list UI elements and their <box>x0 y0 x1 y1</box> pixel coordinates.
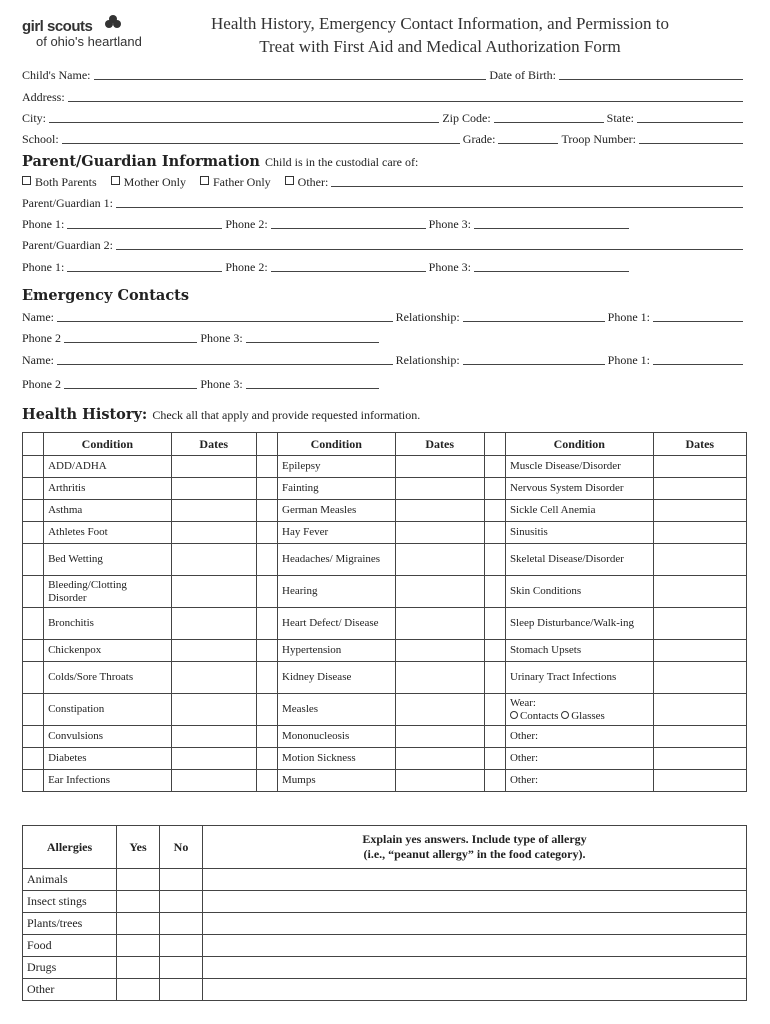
allergy-yes-cell[interactable] <box>117 891 160 913</box>
g1-phone3-field[interactable] <box>474 227 629 229</box>
allergy-explain-cell[interactable] <box>203 869 747 891</box>
city-field[interactable] <box>49 121 439 123</box>
guardian1-phones: Phone 1: Phone 2: Phone 3: <box>22 217 632 232</box>
dates-cell[interactable] <box>395 726 484 748</box>
condition-cell: Urinary Tract Infections <box>505 662 653 694</box>
condition-cell: Epilepsy <box>278 456 395 478</box>
dates-cell[interactable] <box>653 662 746 694</box>
grade-field[interactable] <box>498 142 558 144</box>
condition-checkbox[interactable] <box>484 748 505 770</box>
condition-checkbox[interactable] <box>23 544 44 576</box>
address-field[interactable] <box>68 100 743 102</box>
allergy-yes-cell[interactable] <box>117 935 160 957</box>
emergency1-phones: Phone 2 Phone 3: <box>22 331 382 346</box>
table-row <box>23 726 747 748</box>
condition-checkbox[interactable] <box>23 456 44 478</box>
table-row <box>23 770 747 792</box>
e1-relationship-field[interactable] <box>463 320 605 322</box>
condition-cell: Sleep Disturbance/Walk-ing <box>505 608 653 640</box>
troop-field[interactable] <box>639 142 743 144</box>
custody-both[interactable]: Both Parents <box>22 175 97 190</box>
e2-relationship-field[interactable] <box>463 363 605 365</box>
allergy-yes-cell[interactable] <box>117 869 160 891</box>
condition-checkbox[interactable] <box>256 770 277 792</box>
condition-checkbox[interactable] <box>484 522 505 544</box>
city-row: City: Zip Code: State: <box>22 111 746 126</box>
condition-checkbox[interactable] <box>256 544 277 576</box>
dates-cell[interactable] <box>171 478 256 500</box>
condition-checkbox[interactable] <box>23 770 44 792</box>
allergy-explain-cell[interactable] <box>203 891 747 913</box>
table-row <box>23 662 747 694</box>
allergy-explain-cell[interactable] <box>203 979 747 1001</box>
g1-phone1-field[interactable] <box>67 227 222 229</box>
guardian2-phones: Phone 1: Phone 2: Phone 3: <box>22 260 632 275</box>
table-row <box>23 979 747 1001</box>
contacts-option[interactable]: Contacts <box>510 710 559 722</box>
allergy-explain-cell[interactable] <box>203 913 747 935</box>
dob-field[interactable] <box>559 78 743 80</box>
table-row <box>23 522 747 544</box>
checkbox-icon[interactable] <box>285 176 294 185</box>
health-heading: Health History: Check all that apply and provide requested information. <box>22 406 421 423</box>
dates-cell[interactable] <box>171 770 256 792</box>
dates-cell[interactable] <box>171 456 256 478</box>
table-row <box>23 608 747 640</box>
e2-name-field[interactable] <box>57 363 393 365</box>
condition-cell: Other: <box>505 748 653 770</box>
allergy-label: Animals <box>23 869 117 891</box>
condition-checkbox[interactable] <box>484 478 505 500</box>
e1-phone3-field[interactable] <box>246 341 379 343</box>
condition-cell: Bronchitis <box>44 608 172 640</box>
school-row: School: Grade: Troop Number: <box>22 132 746 147</box>
logo-line1: girl scouts <box>22 18 93 35</box>
condition-cell: Other: <box>505 726 653 748</box>
guardian1-row: Parent/Guardian 1: <box>22 196 746 211</box>
condition-cell: Fainting <box>278 478 395 500</box>
condition-checkbox[interactable] <box>484 576 505 608</box>
condition-checkbox[interactable] <box>23 500 44 522</box>
table-row <box>23 640 747 662</box>
allergy-no-cell[interactable] <box>160 891 203 913</box>
allergy-yes-cell[interactable] <box>117 957 160 979</box>
child-name-row: Child's Name: Date of Birth: <box>22 68 746 83</box>
dates-cell[interactable] <box>171 694 256 726</box>
dates-cell[interactable] <box>171 640 256 662</box>
condition-checkbox[interactable] <box>484 500 505 522</box>
condition-cell: Other: <box>505 770 653 792</box>
allergy-yes-cell[interactable] <box>117 979 160 1001</box>
condition-checkbox[interactable] <box>256 640 277 662</box>
condition-cell: Mononucleosis <box>278 726 395 748</box>
checkbox-icon[interactable] <box>200 176 209 185</box>
allergy-label: Food <box>23 935 117 957</box>
table-row <box>23 576 747 608</box>
condition-checkbox[interactable] <box>23 748 44 770</box>
condition-cell: Hypertension <box>278 640 395 662</box>
condition-cell: Heart Defect/ Disease <box>278 608 395 640</box>
condition-cell: Kidney Disease <box>278 662 395 694</box>
condition-cell: Diabetes <box>44 748 172 770</box>
allergy-label: Drugs <box>23 957 117 979</box>
dates-cell[interactable] <box>653 500 746 522</box>
condition-cell: Sinusitis <box>505 522 653 544</box>
table-row <box>23 891 747 913</box>
table-row <box>23 694 747 726</box>
condition-checkbox[interactable] <box>23 608 44 640</box>
table-row <box>23 869 747 891</box>
condition-cell: Athletes Foot <box>44 522 172 544</box>
e1-name-field[interactable] <box>57 320 393 322</box>
condition-checkbox[interactable] <box>23 694 44 726</box>
dates-cell[interactable] <box>653 748 746 770</box>
condition-cell: Skin Conditions <box>505 576 653 608</box>
dates-cell[interactable] <box>171 576 256 608</box>
emergency2-phones: Phone 2 Phone 3: <box>22 377 382 392</box>
dates-cell[interactable] <box>395 478 484 500</box>
allergy-no-cell[interactable] <box>160 979 203 1001</box>
condition-cell: Mumps <box>278 770 395 792</box>
school-field[interactable] <box>62 142 460 144</box>
allergy-label: Plants/trees <box>23 913 117 935</box>
condition-checkbox[interactable] <box>484 544 505 576</box>
dates-cell[interactable] <box>395 640 484 662</box>
dates-cell[interactable] <box>653 608 746 640</box>
custody-father[interactable]: Father Only <box>200 175 271 190</box>
condition-checkbox[interactable] <box>484 770 505 792</box>
dates-cell[interactable] <box>395 748 484 770</box>
condition-cell: Bleeding/Clotting Disorder <box>44 576 172 608</box>
custody-other-field[interactable] <box>331 185 743 187</box>
allergy-no-cell[interactable] <box>160 957 203 979</box>
radio-icon[interactable] <box>510 711 518 719</box>
g2-phone2-field[interactable] <box>271 270 426 272</box>
table-row <box>23 544 747 576</box>
emergency-heading: Emergency Contacts <box>22 287 190 304</box>
parent-heading: Parent/Guardian Information Child is in the custodial care of: <box>22 153 419 170</box>
dates-cell[interactable] <box>653 544 746 576</box>
guardian1-field[interactable] <box>116 206 743 208</box>
allergy-no-cell[interactable] <box>160 869 203 891</box>
emergency1-row: Name: Relationship: Phone 1: <box>22 310 746 325</box>
child-name-field[interactable] <box>94 78 487 80</box>
dates-cell[interactable] <box>395 608 484 640</box>
condition-checkbox[interactable] <box>256 576 277 608</box>
dates-cell[interactable] <box>171 522 256 544</box>
custody-other[interactable]: Other: <box>285 175 329 190</box>
condition-cell: ADD/ADHA <box>44 456 172 478</box>
dates-cell[interactable] <box>171 500 256 522</box>
condition-cell: Asthma <box>44 500 172 522</box>
dates-cell[interactable] <box>653 726 746 748</box>
condition-cell: Wear: Contacts Glasses <box>505 694 653 726</box>
trefoil-icon <box>104 14 122 32</box>
condition-cell: Hay Fever <box>278 522 395 544</box>
dates-cell[interactable] <box>395 694 484 726</box>
condition-checkbox[interactable] <box>484 694 505 726</box>
g2-phone3-field[interactable] <box>474 270 629 272</box>
condition-checkbox[interactable] <box>256 608 277 640</box>
checkbox-icon[interactable] <box>22 176 31 185</box>
address-row: Address: <box>22 90 746 105</box>
condition-cell: German Measles <box>278 500 395 522</box>
condition-checkbox[interactable] <box>256 748 277 770</box>
condition-cell: Measles <box>278 694 395 726</box>
condition-cell: Hearing <box>278 576 395 608</box>
dates-cell[interactable] <box>171 544 256 576</box>
condition-checkbox[interactable] <box>256 694 277 726</box>
condition-checkbox[interactable] <box>484 662 505 694</box>
state-field[interactable] <box>637 121 743 123</box>
dates-cell[interactable] <box>395 500 484 522</box>
dates-cell[interactable] <box>653 694 746 726</box>
allergy-yes-cell[interactable] <box>117 913 160 935</box>
dates-cell[interactable] <box>653 456 746 478</box>
table-row <box>23 456 747 478</box>
condition-cell: Nervous System Disorder <box>505 478 653 500</box>
condition-cell: Colds/Sore Throats <box>44 662 172 694</box>
condition-cell: Stomach Upsets <box>505 640 653 662</box>
g2-phone1-field[interactable] <box>67 270 222 272</box>
guardian2-row: Parent/Guardian 2: <box>22 238 746 253</box>
dates-cell[interactable] <box>395 770 484 792</box>
table-row <box>23 748 747 770</box>
condition-checkbox[interactable] <box>23 662 44 694</box>
condition-checkbox[interactable] <box>256 662 277 694</box>
dates-cell[interactable] <box>171 748 256 770</box>
dates-cell[interactable] <box>395 544 484 576</box>
dates-cell[interactable] <box>395 456 484 478</box>
table-row <box>23 957 747 979</box>
dates-cell[interactable] <box>395 662 484 694</box>
condition-cell: Skeletal Disease/Disorder <box>505 544 653 576</box>
logo-line2: of ohio's heartland <box>36 34 142 49</box>
dates-cell[interactable] <box>653 770 746 792</box>
emergency2-row: Name: Relationship: Phone 1: <box>22 353 746 368</box>
condition-cell: Constipation <box>44 694 172 726</box>
zip-field[interactable] <box>494 121 604 123</box>
condition-checkbox[interactable] <box>484 608 505 640</box>
table-row <box>23 935 747 957</box>
allergy-explain-cell[interactable] <box>203 957 747 979</box>
glasses-option[interactable]: Glasses <box>561 710 605 722</box>
page-title: Health History, Emergency Contact Information, and Permission to Treat with First Aid and Medical Authorization Form <box>211 14 669 56</box>
condition-cell: Bed Wetting <box>44 544 172 576</box>
condition-cell: Motion Sickness <box>278 748 395 770</box>
condition-checkbox[interactable] <box>23 478 44 500</box>
radio-icon[interactable] <box>561 711 569 719</box>
condition-checkbox[interactable] <box>484 726 505 748</box>
table-row <box>23 478 747 500</box>
condition-cell: Headaches/ Migraines <box>278 544 395 576</box>
condition-checkbox[interactable] <box>23 522 44 544</box>
condition-cell: Convulsions <box>44 726 172 748</box>
condition-checkbox[interactable] <box>256 522 277 544</box>
e2-phone3-field[interactable] <box>246 387 379 389</box>
e2-phone2-field[interactable] <box>64 387 197 389</box>
checkbox-icon[interactable] <box>111 176 120 185</box>
allergy-label: Other <box>23 979 117 1001</box>
dates-cell[interactable] <box>171 662 256 694</box>
condition-cell: Muscle Disease/Disorder <box>505 456 653 478</box>
e2-phone1-field[interactable] <box>653 363 743 365</box>
dates-cell[interactable] <box>653 640 746 662</box>
allergy-label: Insect stings <box>23 891 117 913</box>
dates-cell[interactable] <box>171 726 256 748</box>
table-row <box>23 913 747 935</box>
dates-cell[interactable] <box>653 478 746 500</box>
condition-checkbox[interactable] <box>23 576 44 608</box>
health-history-table: Condition Dates Condition Dates Condition Dates ADD/ADHA Epilepsy Muscle Disease/Disorder Arthritis Fainting Nervous System Disorder Asthma German Measles Sickle Cell Anemia Athletes Foot Hay Fever Sinusitis Bed Wetting Headaches/ Migraines Skeletal Disease/Disorder Bleeding/Clotting Disorder Hearing Skin Conditions Bronchitis Heart Defect/ Disease Sleep Disturbance/Walk-ing Chickenpox Hypertension Stomach Upsets Colds/Sore Throats Kidney Disease Urinary Tract Infections Constipation Measles Wear: Contacts Glasses Convulsions Mononucleosis Other: Diabetes Motion Sickness Other: Ear Infections Mumps Other: <box>22 432 747 792</box>
condition-checkbox[interactable] <box>256 478 277 500</box>
custody-mother[interactable]: Mother Only <box>111 175 186 190</box>
condition-checkbox[interactable] <box>23 640 44 662</box>
e1-phone2-field[interactable] <box>64 341 197 343</box>
allergies-table: Allergies Yes No Explain yes answers. Include type of allergy (i.e., “peanut allergy” in the food category). Animals Insect stings Plants/trees Food Drugs Other <box>22 825 747 1001</box>
condition-checkbox[interactable] <box>256 726 277 748</box>
allergy-no-cell[interactable] <box>160 913 203 935</box>
condition-checkbox[interactable] <box>256 500 277 522</box>
guardian2-field[interactable] <box>116 248 743 250</box>
condition-checkbox[interactable] <box>23 726 44 748</box>
g1-phone2-field[interactable] <box>271 227 426 229</box>
allergy-no-cell[interactable] <box>160 935 203 957</box>
dates-cell[interactable] <box>171 608 256 640</box>
logo <box>22 14 152 54</box>
dates-cell[interactable] <box>395 576 484 608</box>
condition-checkbox[interactable] <box>484 456 505 478</box>
dates-cell[interactable] <box>653 576 746 608</box>
dates-cell[interactable] <box>395 522 484 544</box>
dates-cell[interactable] <box>653 522 746 544</box>
condition-checkbox[interactable] <box>256 456 277 478</box>
table-row <box>23 500 747 522</box>
allergy-explain-cell[interactable] <box>203 935 747 957</box>
condition-cell: Arthritis <box>44 478 172 500</box>
custody-row <box>22 175 746 190</box>
condition-cell: Ear Infections <box>44 770 172 792</box>
condition-checkbox[interactable] <box>484 640 505 662</box>
e1-phone1-field[interactable] <box>653 320 743 322</box>
condition-cell: Chickenpox <box>44 640 172 662</box>
condition-cell: Sickle Cell Anemia <box>505 500 653 522</box>
